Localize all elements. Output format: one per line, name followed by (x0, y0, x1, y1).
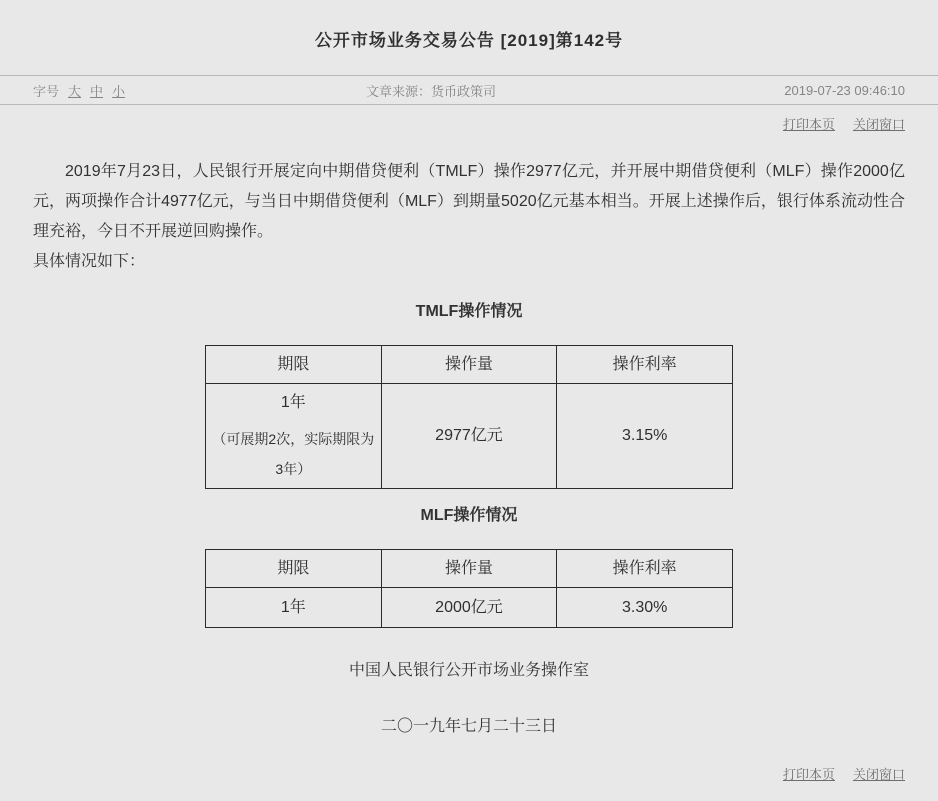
tmlf-term-note: （可展期2次，实际期限为3年） (212, 431, 375, 477)
signature-date: 二〇一九年七月二十三日 (380, 718, 557, 735)
mlf-header-volume: 操作量 (381, 550, 557, 588)
lead-paragraph: 2019年7月23日，人民银行开展定向中期借贷便利（TMLF）操作2977亿元，并开展中期借贷便利（MLF）操作2000亿元，两项操作合计4977亿元，与当日中期借贷便利（MLF）到期量5020亿元基本相当。开展上述操作后，银行体系流动性合理充裕，今日不开展逆回购操作。 (33, 163, 905, 240)
print-page-link[interactable]: 打印本页 (782, 117, 835, 132)
article-body (0, 157, 938, 742)
mlf-data-row (206, 588, 733, 628)
tmlf-header-volume: 操作量 (381, 346, 557, 384)
page-title: 公开市场业务交易公告 [2019]第142号 (314, 31, 624, 50)
font-size-small-link[interactable]: 小 (112, 83, 126, 99)
tmlf-data-row (206, 384, 733, 489)
meta-bar (0, 75, 938, 105)
tmlf-term-main: 1年 (280, 394, 306, 411)
bottom-actions (0, 742, 938, 801)
mlf-header-rate: 操作利率 (557, 550, 733, 588)
top-actions (0, 105, 938, 133)
tmlf-table (205, 345, 733, 489)
publish-datetime: 2019-07-23 09:46:10 (784, 82, 905, 98)
mlf-section-title: MLF操作情况 (420, 507, 518, 524)
mlf-volume-cell: 2000亿元 (381, 588, 557, 628)
mlf-header-term: 期限 (206, 550, 382, 588)
article-source (366, 81, 784, 100)
source-value: 货币政策司 (431, 83, 497, 99)
mlf-header-row (206, 550, 733, 588)
font-size-controls (33, 81, 366, 100)
close-window-link[interactable]: 关闭窗口 (852, 117, 905, 132)
mlf-table (205, 549, 733, 628)
print-page-link-bottom[interactable]: 打印本页 (782, 767, 835, 782)
signature: 中国人民银行公开市场业务操作室 (348, 662, 589, 679)
tmlf-section-title: TMLF操作情况 (415, 303, 523, 320)
close-window-link-bottom[interactable]: 关闭窗口 (852, 767, 905, 782)
font-size-large-link[interactable]: 大 (68, 83, 82, 99)
source-label: 文章来源： (366, 83, 432, 99)
mlf-rate-cell: 3.30% (557, 588, 733, 628)
tmlf-volume-cell: 2977亿元 (381, 384, 557, 489)
tmlf-header-rate: 操作利率 (557, 346, 733, 384)
tmlf-header-row (206, 346, 733, 384)
follow-line: 具体情况如下： (33, 253, 146, 270)
font-size-medium-link[interactable]: 中 (90, 83, 104, 99)
tmlf-header-term: 期限 (206, 346, 382, 384)
tmlf-term-cell (206, 384, 382, 489)
tmlf-rate-cell: 3.15% (557, 384, 733, 489)
mlf-term-cell: 1年 (206, 588, 382, 628)
font-size-label: 字号 (33, 83, 60, 99)
